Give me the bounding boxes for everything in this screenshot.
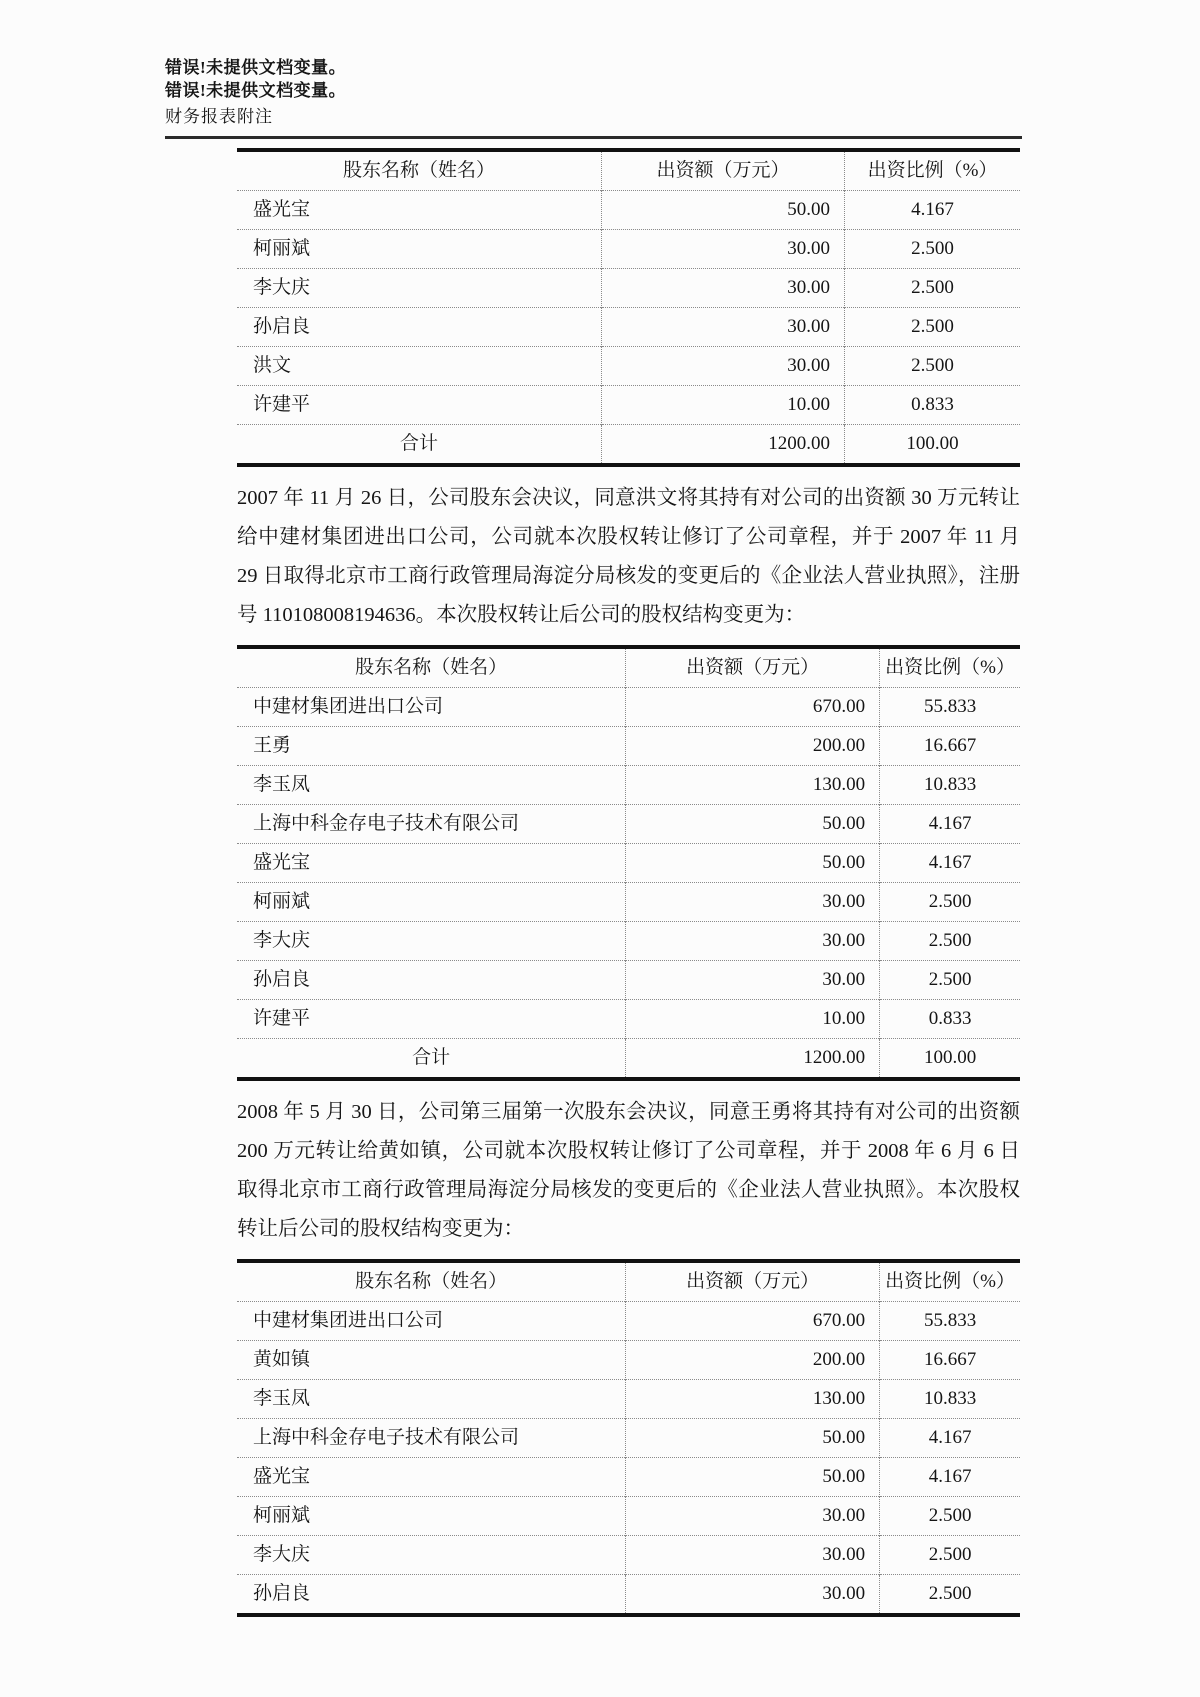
ratio-cell: 16.667 [880, 1341, 1020, 1380]
ratio-cell: 0.833 [845, 386, 1020, 425]
ratio-cell: 4.167 [880, 1419, 1020, 1458]
shareholder-name-cell: 上海中科金存电子技术有限公司 [253, 813, 520, 834]
shareholder-name-cell: 孙启良 [253, 316, 311, 337]
section-title: 财务报表附注 [165, 107, 273, 126]
shareholder-name-cell: 合计 [399, 433, 438, 454]
amount-cell: 200.00 [626, 1341, 880, 1380]
ratio-cell: 2.500 [845, 269, 1020, 308]
ratio-cell: 4.167 [880, 805, 1020, 844]
shareholder-name-cell: 李大庆 [253, 1544, 311, 1565]
table-row [237, 883, 1020, 922]
ratio-cell: 2.500 [845, 308, 1020, 347]
shareholder-name-cell: 李大庆 [253, 930, 311, 951]
amount-cell: 30.00 [626, 922, 880, 961]
paragraph-2008-transfer: 2008 年 5 月 30 日，公司第三届第一次股东会决议，同意王勇将其持有对公司的出资额 200 万元转让给黄如镇，公司就本次股权转让修订了公司章程，并于 2008 年 6 月 6 日取得北京市工商行政管理局海淀分局核发的变更后的《企业法人营业执照》。本次股权转让后公司的股权结构变更为： [237, 1101, 1020, 1240]
table-row [237, 922, 1020, 961]
column-header: 出资比例（%） [845, 150, 1020, 191]
amount-cell: 50.00 [626, 844, 880, 883]
amount-cell: 50.00 [626, 1458, 880, 1497]
amount-cell: 10.00 [626, 1000, 880, 1039]
ratio-cell: 10.833 [880, 1380, 1020, 1419]
table-row [237, 1341, 1020, 1380]
ratio-cell: 4.167 [845, 191, 1020, 230]
table-row [237, 1458, 1020, 1497]
amount-cell: 1200.00 [626, 1039, 880, 1080]
shareholder-name-cell: 许建平 [253, 394, 311, 415]
shareholder-name-cell: 柯丽斌 [253, 891, 311, 912]
shareholder-name-cell: 李大庆 [253, 277, 311, 298]
table-row [237, 805, 1020, 844]
shareholder-name-cell: 王勇 [253, 735, 292, 756]
column-header: 股东名称（姓名） [355, 657, 508, 678]
shareholder-name-cell: 中建材集团进出口公司 [253, 696, 444, 717]
table-row [237, 766, 1020, 805]
table-row [237, 1575, 1020, 1616]
amount-cell: 130.00 [626, 766, 880, 805]
ratio-cell: 2.500 [880, 1536, 1020, 1575]
ratio-cell: 100.00 [880, 1039, 1020, 1080]
shareholder-name-cell: 上海中科金存电子技术有限公司 [253, 1427, 520, 1448]
column-header: 出资额（万元） [626, 647, 880, 688]
shareholder-table-initial [237, 148, 1020, 467]
header-row [237, 150, 1020, 191]
ratio-cell: 2.500 [880, 961, 1020, 1000]
header-row [237, 1261, 1020, 1302]
ratio-cell: 55.833 [880, 1302, 1020, 1341]
table-row [237, 1419, 1020, 1458]
amount-cell: 50.00 [626, 805, 880, 844]
shareholder-name-cell: 柯丽斌 [253, 238, 311, 259]
ratio-cell: 4.167 [880, 1458, 1020, 1497]
doc-variable-error-line-2: 错误!未提供文档变量。 [165, 81, 347, 100]
table-row [237, 1380, 1020, 1419]
shareholder-name-cell: 盛光宝 [253, 1466, 311, 1487]
amount-cell: 30.00 [626, 1536, 880, 1575]
shareholder-name-cell: 孙启良 [253, 1583, 311, 1604]
amount-cell: 30.00 [626, 1497, 880, 1536]
shareholder-name-cell: 许建平 [253, 1008, 311, 1029]
table-row [237, 727, 1020, 766]
table-row [237, 386, 1020, 425]
shareholder-name-cell: 李玉凤 [253, 1388, 311, 1409]
shareholder-table-after-2008-transfer [237, 1259, 1020, 1617]
ratio-cell: 100.00 [845, 425, 1020, 466]
column-header: 股东名称（姓名） [342, 160, 495, 181]
total-row [237, 1039, 1020, 1080]
amount-cell: 670.00 [626, 1302, 880, 1341]
table-row [237, 347, 1020, 386]
ratio-cell: 2.500 [845, 230, 1020, 269]
column-header: 出资额（万元） [601, 150, 844, 191]
amount-cell: 30.00 [626, 1575, 880, 1616]
table-row [237, 1000, 1020, 1039]
shareholder-name-cell: 盛光宝 [253, 852, 311, 873]
amount-cell: 30.00 [626, 961, 880, 1000]
table-row [237, 191, 1020, 230]
amount-cell: 30.00 [601, 347, 844, 386]
amount-cell: 10.00 [601, 386, 844, 425]
table-row [237, 961, 1020, 1000]
ratio-cell: 4.167 [880, 844, 1020, 883]
document-body [237, 148, 1020, 1617]
shareholder-name-cell: 李玉凤 [253, 774, 311, 795]
header-divider [165, 136, 1022, 139]
ratio-cell: 0.833 [880, 1000, 1020, 1039]
column-header: 出资额（万元） [626, 1261, 880, 1302]
amount-cell: 50.00 [601, 191, 844, 230]
ratio-cell: 10.833 [880, 766, 1020, 805]
table-row [237, 844, 1020, 883]
table-row [237, 308, 1020, 347]
column-header: 股东名称（姓名） [355, 1271, 508, 1292]
ratio-cell: 55.833 [880, 688, 1020, 727]
table-row [237, 269, 1020, 308]
table-row [237, 230, 1020, 269]
total-row [237, 425, 1020, 466]
amount-cell: 30.00 [601, 269, 844, 308]
ratio-cell: 2.500 [845, 347, 1020, 386]
header-row [237, 647, 1020, 688]
document-header [0, 0, 1200, 128]
doc-variable-error-line-1: 错误!未提供文档变量。 [165, 58, 347, 77]
amount-cell: 30.00 [601, 308, 844, 347]
ratio-cell: 2.500 [880, 1575, 1020, 1616]
amount-cell: 30.00 [601, 230, 844, 269]
shareholder-name-cell: 中建材集团进出口公司 [253, 1310, 444, 1331]
shareholder-name-cell: 盛光宝 [253, 199, 311, 220]
amount-cell: 50.00 [626, 1419, 880, 1458]
shareholder-name-cell: 洪文 [253, 355, 292, 376]
ratio-cell: 2.500 [880, 922, 1020, 961]
shareholder-name-cell: 孙启良 [253, 969, 311, 990]
ratio-cell: 2.500 [880, 1497, 1020, 1536]
amount-cell: 670.00 [626, 688, 880, 727]
amount-cell: 30.00 [626, 883, 880, 922]
table-row [237, 1536, 1020, 1575]
amount-cell: 200.00 [626, 727, 880, 766]
table-row [237, 1302, 1020, 1341]
shareholder-name-cell: 合计 [412, 1047, 451, 1068]
amount-cell: 130.00 [626, 1380, 880, 1419]
column-header: 出资比例（%） [880, 1261, 1020, 1302]
amount-cell: 1200.00 [601, 425, 844, 466]
ratio-cell: 2.500 [880, 883, 1020, 922]
paragraph-2007-transfer: 2007 年 11 月 26 日，公司股东会决议，同意洪文将其持有对公司的出资额 30 万元转让给中建材集团进出口公司，公司就本次股权转让修订了公司章程，并于 2007 年 11 月 29 日取得北京市工商行政管理局海淀分局核发的变更后的《企业法人营业执照》，注册号 110108008194636。本次股权转让后公司的股权结构变更为： [237, 487, 1020, 626]
shareholder-name-cell: 黄如镇 [253, 1349, 311, 1370]
column-header: 出资比例（%） [880, 647, 1020, 688]
shareholder-name-cell: 柯丽斌 [253, 1505, 311, 1526]
shareholder-table-after-2007-transfer [237, 645, 1020, 1081]
table-row [237, 1497, 1020, 1536]
table-row [237, 688, 1020, 727]
ratio-cell: 16.667 [880, 727, 1020, 766]
